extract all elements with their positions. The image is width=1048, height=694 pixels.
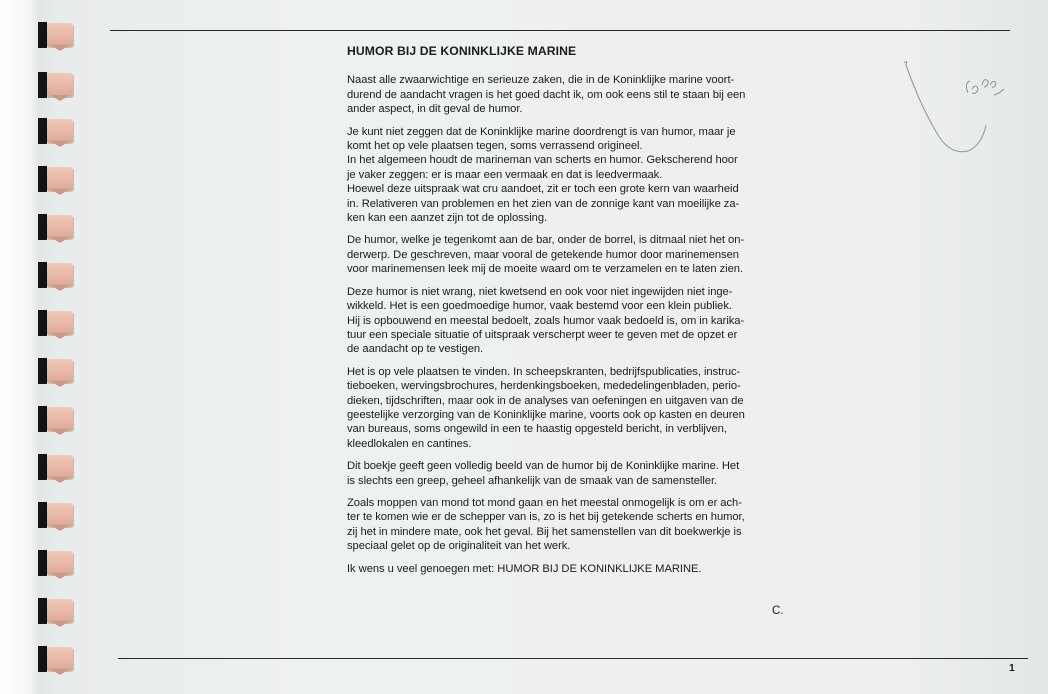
text-line: Hij is opbouwend en meestal bedoelt, zoals humor vaak bedoeld is, om in karika- (347, 314, 745, 327)
text-line: van bureaus, soms ongewild in een te haastig opgesteld bericht, in verblijven, (347, 423, 727, 436)
paragraph (347, 459, 784, 488)
binding-ring (38, 22, 78, 48)
binding-ring (38, 118, 78, 144)
bottom-rule (118, 658, 1028, 659)
top-rule (110, 30, 1010, 31)
binding-strip (0, 0, 40, 694)
binding-ring (38, 598, 78, 624)
paragraph (347, 125, 784, 226)
text-line: zij het in mindere mate, ook het geval. Bij het samenstellen van dit boekwerkje is (347, 525, 742, 538)
paragraph (347, 285, 784, 357)
text-line: speciaal gelet op de originaliteit van het werk. (347, 540, 571, 553)
binding-ring (38, 502, 78, 528)
text-line: is slechts een greep, geheel afhankelijk van de smaak van de samensteller. (347, 474, 718, 487)
text-line: derwerp. De geschreven, maar vooral de getekende humor door marinemensen (347, 248, 739, 261)
text-line: tuur een speciale situatie of uitspraak verscherpt weer te geven met de opzet er (347, 328, 738, 341)
article-body (347, 44, 784, 584)
text-line: Naast alle zwaarwichtige en serieuze zaken, die in de Koninklijke marine voort- (347, 74, 735, 87)
text-line: je vaker zeggen: er is maar een vermaak en dat is leedvermaak. (347, 168, 663, 181)
text-line: Dit boekje geeft geen volledig beeld van de humor bij de Koninklijke marine. Het (347, 460, 740, 473)
text-line: Deze humor is niet wrang, niet kwetsend en ook voor niet ingewijden niet inge- (347, 285, 733, 298)
binding-ring (38, 72, 78, 98)
binding-ring (38, 262, 78, 288)
binding-ring (38, 454, 78, 480)
text-line: Je kunt niet zeggen dat de Koninklijke marine doordrengt is van humor, maar je (347, 125, 736, 138)
text-line: in. Relativeren van problemen en het zien van de zonnige kant van moeilijke za- (347, 197, 740, 210)
binding-ring (38, 406, 78, 432)
paragraph (347, 496, 784, 554)
paragraph (347, 562, 784, 576)
paragraph (347, 365, 784, 451)
binding-ring (38, 646, 78, 672)
binding-ring (38, 550, 78, 576)
text-line: geestelijke verzorging van de Koninklijke marine, voorts ook op kasten en deuren (347, 408, 745, 421)
paragraph-list (347, 73, 784, 576)
text-line: Zoals moppen van mond tot mond gaan en het meestal onmogelijk is om er ach- (347, 496, 742, 509)
text-line: de aandacht op te vestigen. (347, 343, 484, 356)
paragraph (347, 233, 784, 276)
text-line: komt het op vele plaatsen tegen, soms verrassend origineel. (347, 140, 643, 153)
binding-ring (38, 310, 78, 336)
binding-ring (38, 358, 78, 384)
text-line: Hoewel deze uitspraak wat cru aandoet, zit er toch een grote kern van waarheid (347, 183, 739, 196)
text-line: Het is op vele plaatsen te vinden. In scheepskranten, bedrijfspublicaties, instruc- (347, 365, 741, 378)
text-line: In het algemeen houdt de marineman van scherts en humor. Gekscherend hoor (347, 154, 738, 167)
binding-ring (38, 214, 78, 240)
text-line: ander aspect, in dit geval de humor. (347, 103, 523, 116)
paragraph (347, 73, 784, 116)
text-line: kleedlokalen en cantines. (347, 437, 472, 450)
page-title: HUMOR BIJ DE KONINKLIJKE MARINE (347, 44, 577, 58)
text-line: voor marinemensen leek mij de moeite waard om te verzamelen en te laten zien. (347, 263, 743, 276)
binding-ring (38, 166, 78, 192)
text-line: De humor, welke je tegenkomt aan de bar, onder de borrel, is ditmaal niet het on- (347, 234, 745, 247)
signature: C. (772, 605, 784, 617)
handwritten-pencil-mark (890, 55, 1030, 165)
page-number: 1 (1009, 662, 1015, 674)
text-line: dieken, tijdschriften, maar ook in de analyses van oefeningen en uitgaven van de (347, 394, 744, 407)
text-line: ken kan een aanzet zijn tot de oplossing. (347, 212, 548, 225)
text-line: wikkeld. Het is een goedmoedige humor, vaak bestemd voor een klein publiek. (347, 300, 732, 313)
text-line: ter te komen wie er de schepper van is, zo is het bij getekende scherts en humor, (347, 511, 745, 524)
text-line: Ik wens u veel genoegen met: HUMOR BIJ DE KONINKLIJKE MARINE. (347, 562, 702, 575)
text-line: durend de aandacht vragen is het goed dacht ik, om ook eens stil te staan bij een (347, 88, 746, 101)
text-line: tieboeken, wervingsbrochures, herdenkingsboeken, mededelingenbladen, perio- (347, 380, 741, 393)
